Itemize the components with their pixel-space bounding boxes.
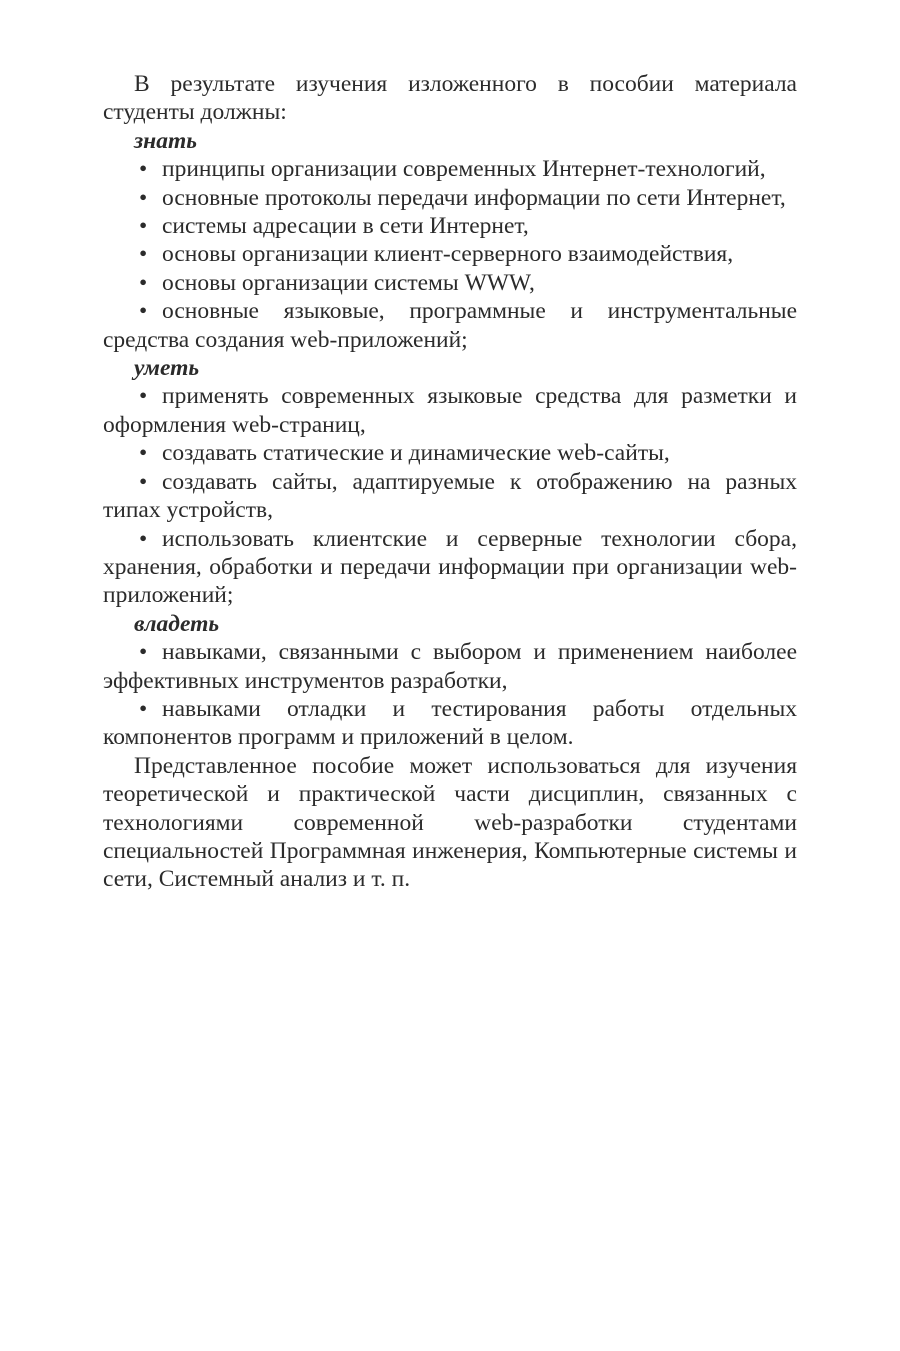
bullet-icon: • [139, 298, 148, 325]
list-item: • принципы организации современных Интернет-технологий, [103, 155, 797, 183]
bullet-icon: • [139, 213, 148, 240]
list-item: • навыками отладки и тестирования работы отдельных компонентов программ и приложений в целом. [103, 695, 797, 751]
bullet-icon: • [139, 468, 148, 495]
bullet-icon: • [139, 269, 148, 296]
bullet-icon: • [139, 639, 148, 666]
bullet-icon: • [139, 184, 148, 211]
list-item: • основные протоколы передачи информации по сети Интернет, [103, 184, 797, 212]
list-item: • основы организации системы WWW, [103, 269, 797, 297]
bullet-icon: • [139, 241, 148, 268]
document-page [103, 70, 797, 894]
list-item: • системы адресации в сети Интернет, [103, 212, 797, 240]
bullet-icon: • [139, 695, 148, 722]
list-item: • основные языковые, программные и инструментальные средства создания web-приложений; [103, 298, 797, 353]
list-item: • использовать клиентские и серверные технологии сбора, хранения, обработки и передачи информации при организации web-приложений; [103, 525, 797, 609]
section-heading-master: владеть [134, 610, 220, 637]
list-item: • основы организации клиент-серверного взаимодействия, [103, 240, 797, 268]
list-item: • создавать статические и динамические web-сайты, [103, 439, 797, 467]
bullet-icon: • [139, 525, 148, 552]
closing-paragraph: Представленное пособие может использоваться для изучения теоретической и практической части дисциплин, связанных с технологиями современной web-разработки студентами специальностей Программная инженерия, Компьютерные системы и сети, Системный анализ и т. п. [103, 752, 797, 893]
bullet-icon: • [139, 440, 148, 467]
intro-paragraph: В результате изучения изложенного в пособии материала студенты должны: [103, 71, 797, 126]
list-item: • применять современных языковые средства для разметки и оформления web-страниц, [103, 383, 797, 438]
list-item: • создавать сайты, адаптируемые к отображению на разных типах устройств, [103, 468, 797, 524]
list-item: • навыками, связанными с выбором и применением наиболее эффективных инструментов разработки, [103, 639, 797, 694]
section-heading-can: уметь [134, 355, 200, 382]
section-heading-know: знать [134, 127, 197, 154]
bullet-icon: • [139, 383, 148, 410]
bullet-icon: • [139, 156, 148, 183]
